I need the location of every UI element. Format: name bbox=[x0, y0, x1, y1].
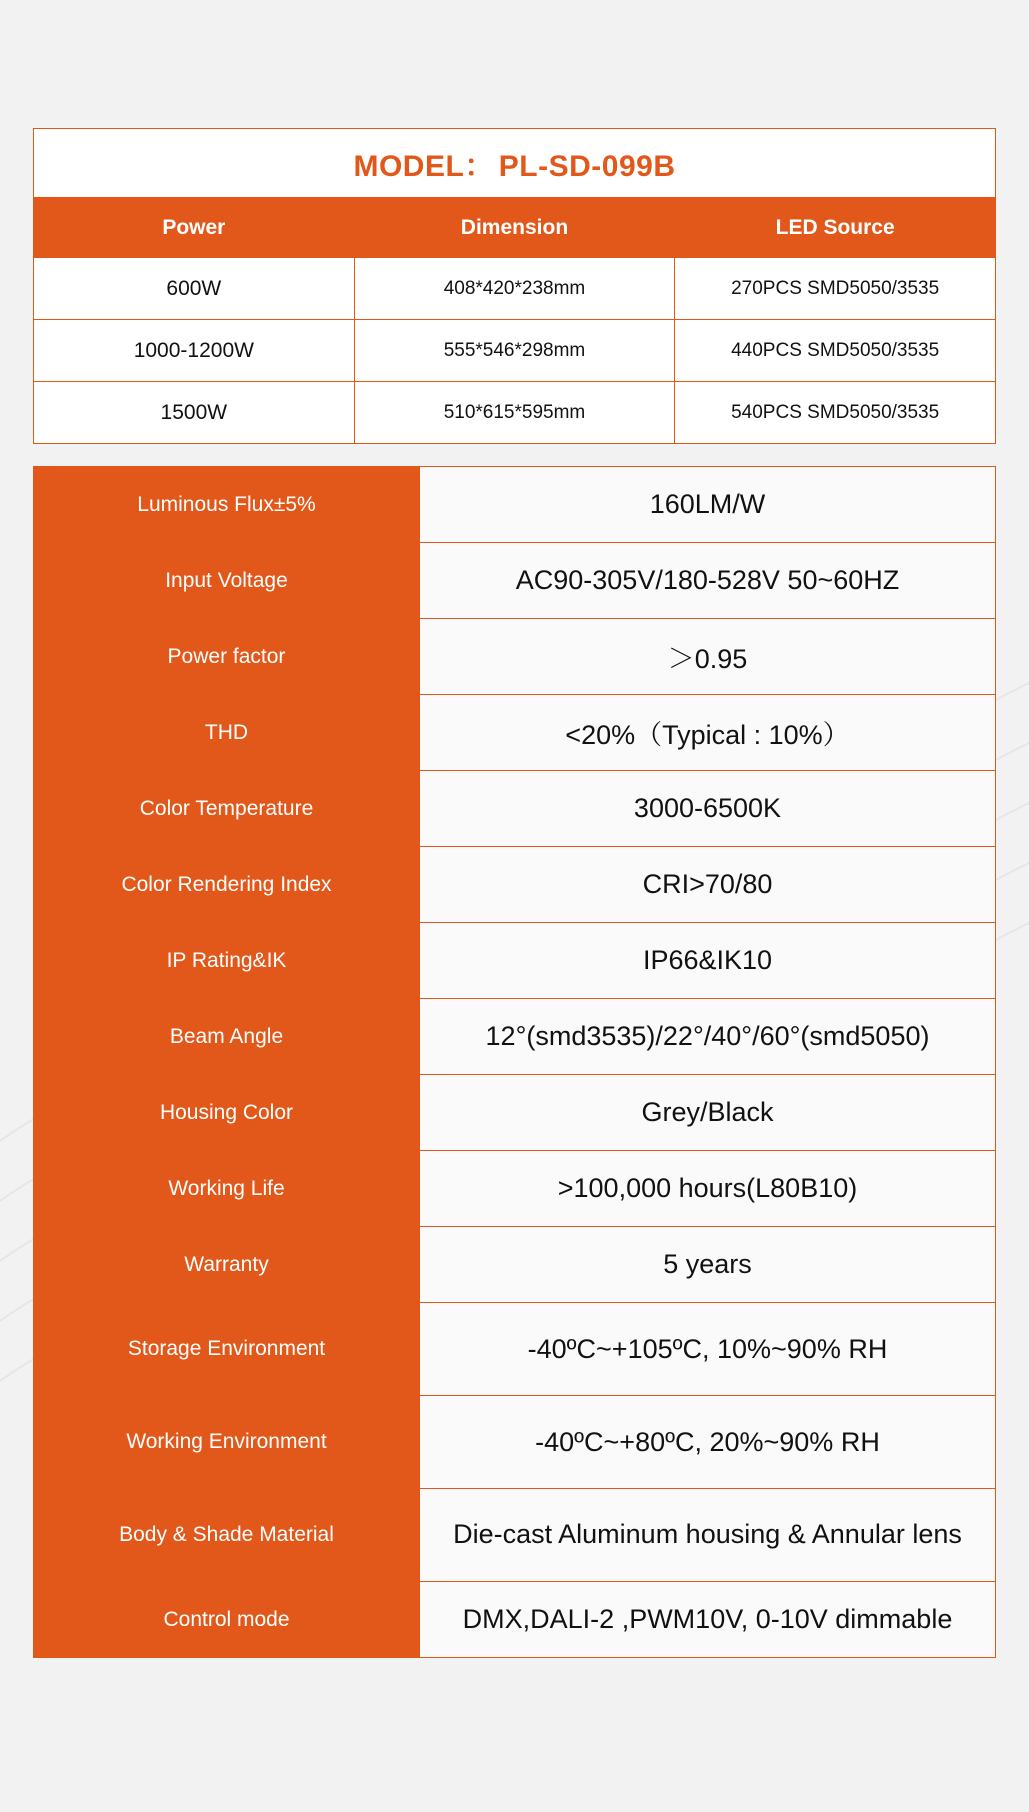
spec-key-beam-angle: Beam Angle bbox=[34, 999, 420, 1075]
table-row bbox=[34, 1582, 996, 1658]
model-cell-power: 600W bbox=[34, 258, 355, 320]
table-row bbox=[34, 1303, 996, 1396]
model-cell-led-source: 440PCS SMD5050/3535 bbox=[675, 320, 996, 382]
table-row bbox=[34, 1489, 996, 1582]
spec-value-beam-angle: 12°(smd3535)/22°/40°/60°(smd5050) bbox=[420, 999, 996, 1075]
spec-key-working-environment: Working Environment bbox=[34, 1396, 420, 1489]
table-row bbox=[34, 320, 996, 382]
table-row bbox=[34, 258, 996, 320]
spec-value-warranty: 5 years bbox=[420, 1227, 996, 1303]
model-header-row bbox=[34, 198, 996, 258]
spec-key-ip-rating-ik: IP Rating&IK bbox=[34, 923, 420, 999]
model-cell-dimension: 555*546*298mm bbox=[354, 320, 675, 382]
table-row bbox=[34, 771, 996, 847]
spec-value-control-mode: DMX,DALI-2 ,PWM10V, 0-10V dimmable bbox=[420, 1582, 996, 1658]
model-title-cell bbox=[34, 129, 996, 198]
model-title-row bbox=[34, 129, 996, 198]
spec-key-input-voltage: Input Voltage bbox=[34, 543, 420, 619]
spec-key-thd: THD bbox=[34, 695, 420, 771]
table-row bbox=[34, 847, 996, 923]
table-row bbox=[34, 467, 996, 543]
model-cell-dimension: 510*615*595mm bbox=[354, 382, 675, 444]
spec-value-color-temperature: 3000-6500K bbox=[420, 771, 996, 847]
model-title-value: PL-SD-099B bbox=[498, 150, 676, 183]
spec-key-power-factor: Power factor bbox=[34, 619, 420, 695]
model-title-label: MODEL： bbox=[353, 150, 495, 183]
model-table bbox=[33, 128, 996, 444]
specification-table bbox=[33, 466, 996, 1658]
table-row bbox=[34, 999, 996, 1075]
spec-key-storage-environment: Storage Environment bbox=[34, 1303, 420, 1396]
spec-key-warranty: Warranty bbox=[34, 1227, 420, 1303]
model-header-dimension: Dimension bbox=[354, 198, 675, 258]
spec-key-control-mode: Control mode bbox=[34, 1582, 420, 1658]
spec-value-housing-color: Grey/Black bbox=[420, 1075, 996, 1151]
table-row bbox=[34, 543, 996, 619]
model-cell-led-source: 270PCS SMD5050/3535 bbox=[675, 258, 996, 320]
spec-value-working-environment: -40ºC~+80ºC, 20%~90% RH bbox=[420, 1396, 996, 1489]
model-cell-led-source: 540PCS SMD5050/3535 bbox=[675, 382, 996, 444]
spec-key-body-shade-material: Body & Shade Material bbox=[34, 1489, 420, 1582]
table-row bbox=[34, 923, 996, 999]
spec-value-luminous-flux: 160LM/W bbox=[420, 467, 996, 543]
spec-key-color-rendering-index: Color Rendering Index bbox=[34, 847, 420, 923]
model-cell-power: 1500W bbox=[34, 382, 355, 444]
spec-value-ip-rating-ik: IP66&IK10 bbox=[420, 923, 996, 999]
spec-value-power-factor: ＞0.95 bbox=[420, 619, 996, 695]
spec-key-color-temperature: Color Temperature bbox=[34, 771, 420, 847]
model-cell-power: 1000-1200W bbox=[34, 320, 355, 382]
spec-value-thd: <20%（Typical : 10%） bbox=[420, 695, 996, 771]
spec-value-color-rendering-index: CRI>70/80 bbox=[420, 847, 996, 923]
table-row bbox=[34, 1075, 996, 1151]
table-row bbox=[34, 619, 996, 695]
spec-key-working-life: Working Life bbox=[34, 1151, 420, 1227]
spec-key-housing-color: Housing Color bbox=[34, 1075, 420, 1151]
spec-value-storage-environment: -40ºC~+105ºC, 10%~90% RH bbox=[420, 1303, 996, 1396]
table-row bbox=[34, 382, 996, 444]
spec-value-body-shade-material: Die-cast Aluminum housing & Annular lens bbox=[420, 1489, 996, 1582]
model-cell-dimension: 408*420*238mm bbox=[354, 258, 675, 320]
table-row bbox=[34, 1396, 996, 1489]
spec-key-luminous-flux: Luminous Flux±5% bbox=[34, 467, 420, 543]
spec-value-input-voltage: AC90-305V/180-528V 50~60HZ bbox=[420, 543, 996, 619]
table-row bbox=[34, 1227, 996, 1303]
table-row bbox=[34, 695, 996, 771]
table-row bbox=[34, 1151, 996, 1227]
spec-value-working-life: >100,000 hours(L80B10) bbox=[420, 1151, 996, 1227]
model-title bbox=[353, 150, 675, 183]
model-header-power: Power bbox=[34, 198, 355, 258]
model-header-led-source: LED Source bbox=[675, 198, 996, 258]
